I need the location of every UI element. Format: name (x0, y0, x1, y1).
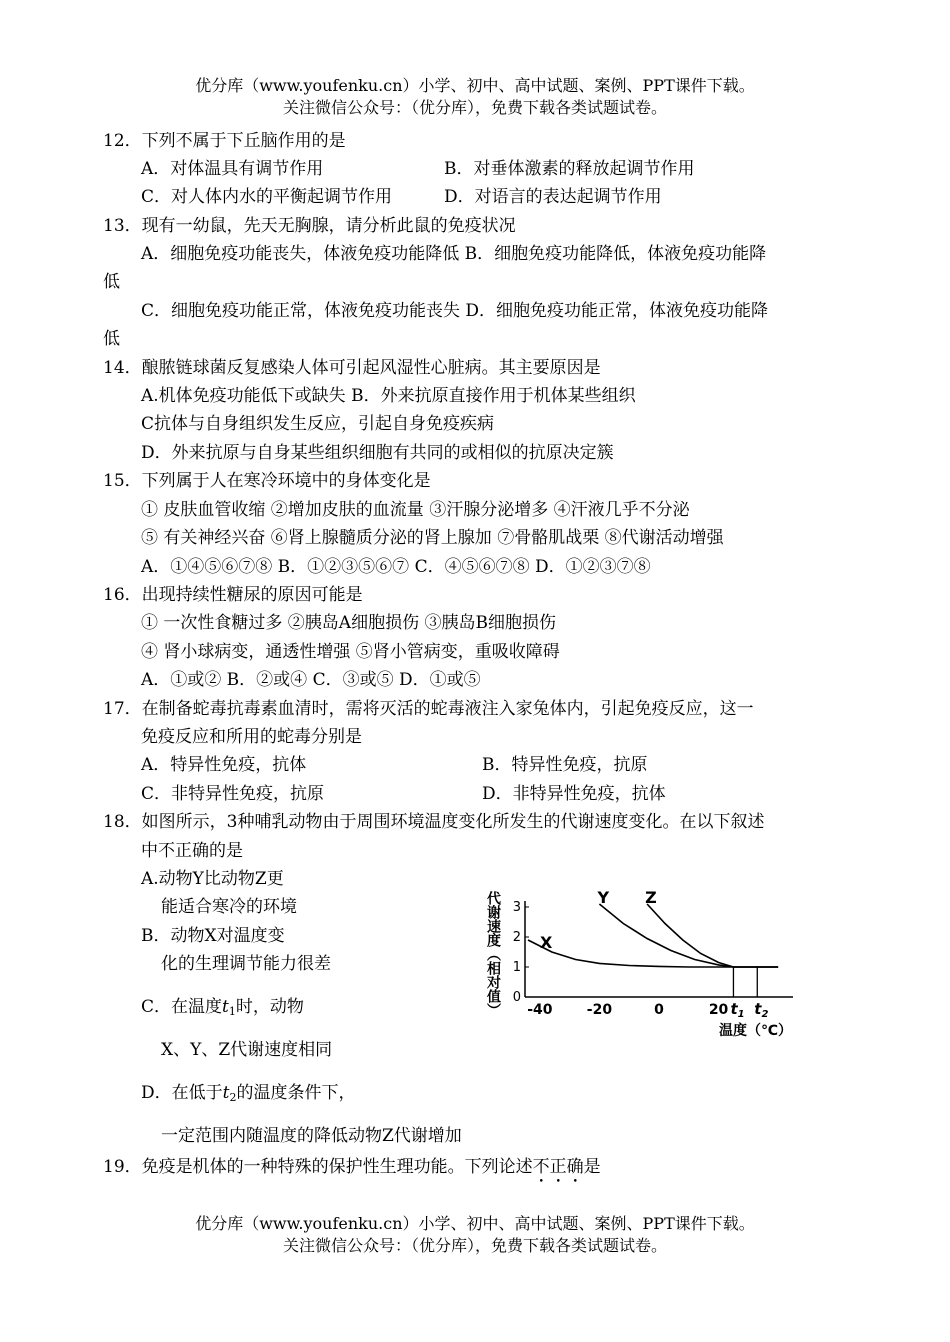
q18-option-d-variable: t (222, 1083, 230, 1103)
q18-option-c-line-2: X、Y、Z代谢速度相同 (161, 1040, 333, 1060)
q17-option-b: B．特异性免疫，抗原 (482, 755, 648, 775)
q18-option-b-line-1: B．动物X对温度变 (141, 926, 285, 946)
series-label-x: X (539, 933, 553, 952)
x-tick-label: 20 (708, 1002, 729, 1018)
q14-options-ab: A.机体免疫功能低下或缺失 B．外来抗原直接作用于机体某些组织 (141, 386, 636, 406)
q19-stem-end: 是 (583, 1157, 601, 1177)
series-line-y (599, 904, 778, 967)
q13-options-ab: A．细胞免疫功能丧失，体液免疫功能降低 B．细胞免疫功能降低，体液免疫功能降 (141, 244, 767, 264)
q18-option-c-variable: t (222, 997, 229, 1017)
q14-stem: 14．酿脓链球菌反复感染人体可引起风湿性心脏病。其主要原因是 (103, 358, 601, 378)
y-tick-label: 0 (512, 990, 521, 1005)
q18-option-d-line-1 (141, 1081, 355, 1110)
q18-metabolism-chart (475, 885, 815, 1045)
q17-option-d: D．非特异性免疫，抗体 (482, 784, 666, 804)
header-line-2: 关注微信公众号：（优分库），免费下载各类试题试卷。 (282, 98, 667, 117)
q12-option-b: B．对垂体激素的释放起调节作用 (444, 159, 695, 179)
marker-label-t2: $t_2$ (754, 1000, 769, 1020)
series-label-z: Z (645, 888, 657, 907)
q18-option-d-suffix: 的温度条件下， (236, 1083, 356, 1103)
q18-stem-cont: 中不正确的是 (141, 841, 243, 861)
y-tick-label: 3 (512, 900, 521, 915)
q17-option-c: C．非特异性免疫，抗原 (141, 784, 325, 804)
q14-option-d: D．外来抗原与自身某些组织细胞有共同的或相似的抗原决定簇 (141, 443, 614, 463)
x-tick-label: -40 (527, 1002, 553, 1018)
series-label-y: Y (597, 888, 610, 907)
q16-options: A．①或② B．②或④ C．③或⑤ D．①或⑤ (141, 670, 481, 690)
q18-option-d-prefix: D．在低于 (141, 1083, 223, 1103)
q13-stem: 13．现有一幼鼠，先天无胸腺，请分析此鼠的免疫状况 (103, 216, 516, 236)
marker-label-t1: $t_1$ (730, 1000, 745, 1020)
q13-options-cd: C．细胞免疫功能正常，体液免疫功能丧失 D．细胞免疫功能正常，体液免疫功能降 (141, 301, 769, 321)
q15-items-row-2: ⑤ 有关神经兴奋 ⑥肾上腺髓质分泌的肾上腺加 ⑦骨骼肌战栗 ⑧代谢活动增强 (141, 528, 724, 548)
q18-option-c-line-1 (141, 995, 304, 1024)
q12-option-d: D．对语言的表达起调节作用 (444, 187, 662, 207)
q19-stem-text: 19．免疫是机体的一种特殊的保护性生理功能。下列论述 (103, 1157, 533, 1177)
q13-options-ab-cont: 低 (103, 272, 120, 292)
q18-option-d-line-2: 一定范围内随温度的降低动物Z代谢增加 (161, 1126, 462, 1146)
q16-items-row-1: ① 一次性食糖过多 ②胰岛A细胞损伤 ③胰岛B细胞损伤 (141, 613, 556, 633)
q16-items-row-2: ④ 肾小球病变，通透性增强 ⑤肾小管病变，重吸收障碍 (141, 642, 560, 662)
q18-option-a-line-2: 能适合寒冷的环境 (161, 897, 297, 917)
x-tick-label: 0 (654, 1002, 664, 1018)
q18-option-c-prefix: C．在温度 (141, 997, 223, 1017)
q19-stem (103, 1155, 601, 1187)
header-line-1: 优分库（www.youfenku.cn）小学、初中、高中试题、案例、PPT课件下载。 (195, 76, 755, 95)
q13-options-cd-cont: 低 (103, 329, 120, 349)
x-tick-label: -20 (586, 1002, 613, 1018)
q17-option-a: A．特异性免疫，抗体 (141, 755, 307, 775)
q15-options: A．①④⑤⑥⑦⑧ B．①②③⑤⑥⑦ C．④⑤⑥⑦⑧ D．①②③⑦⑧ (141, 557, 651, 577)
q19-emphasis-text: 不正确 (532, 1157, 584, 1177)
series-line-x (528, 940, 778, 967)
q12-option-a: A．对体温具有调节作用 (141, 159, 324, 179)
q17-stem: 17．在制备蛇毒抗毒素血清时，需将灭活的蛇毒液注入家兔体内，引起免疫反应，这一 (103, 699, 754, 719)
q15-items-row-1: ① 皮肤血管收缩 ②增加皮肤的血流量 ③汗腺分泌增多 ④汗液几乎不分泌 (141, 500, 690, 520)
q12-option-c: C．对人体内水的平衡起调节作用 (141, 187, 393, 207)
q12-stem: 12．下列不属于下丘脑作用的是 (103, 131, 346, 151)
q16-stem: 16．出现持续性糖尿的原因可能是 (103, 585, 363, 605)
q14-option-c: C抗体与自身组织发生反应，引起自身免疫疾病 (141, 414, 495, 434)
q18-option-c-suffix: 时，动物 (235, 997, 304, 1017)
y-axis-label: 代谢速度（相对值） (485, 891, 501, 1017)
y-tick-label: 1 (512, 960, 521, 975)
x-axis-label: 温度（℃） (719, 1023, 792, 1039)
q18-stem: 18．如图所示，3种哺乳动物由于周围环境温度变化所发生的代谢速度变化。在以下叙述 (103, 812, 765, 832)
footer-line-1: 优分库（www.youfenku.cn）小学、初中、高中试题、案例、PPT课件下载。 (195, 1214, 755, 1233)
q18-option-c-subscript: 1 (228, 1005, 236, 1018)
q15-stem: 15．下列属于人在寒冷环境中的身体变化是 (103, 471, 431, 491)
q17-stem-cont: 免疫反应和所用的蛇毒分别是 (141, 727, 362, 747)
y-tick-label: 2 (512, 930, 521, 945)
q18-option-b-line-2: 化的生理调节能力很差 (161, 954, 331, 974)
q18-option-a-line-1: A.动物Y比动物Z更 (141, 869, 284, 889)
footer-line-2: 关注微信公众号：（优分库），免费下载各类试题试卷。 (282, 1236, 667, 1255)
q18-option-d-subscript: 2 (229, 1091, 237, 1104)
series-line-z (647, 904, 778, 967)
